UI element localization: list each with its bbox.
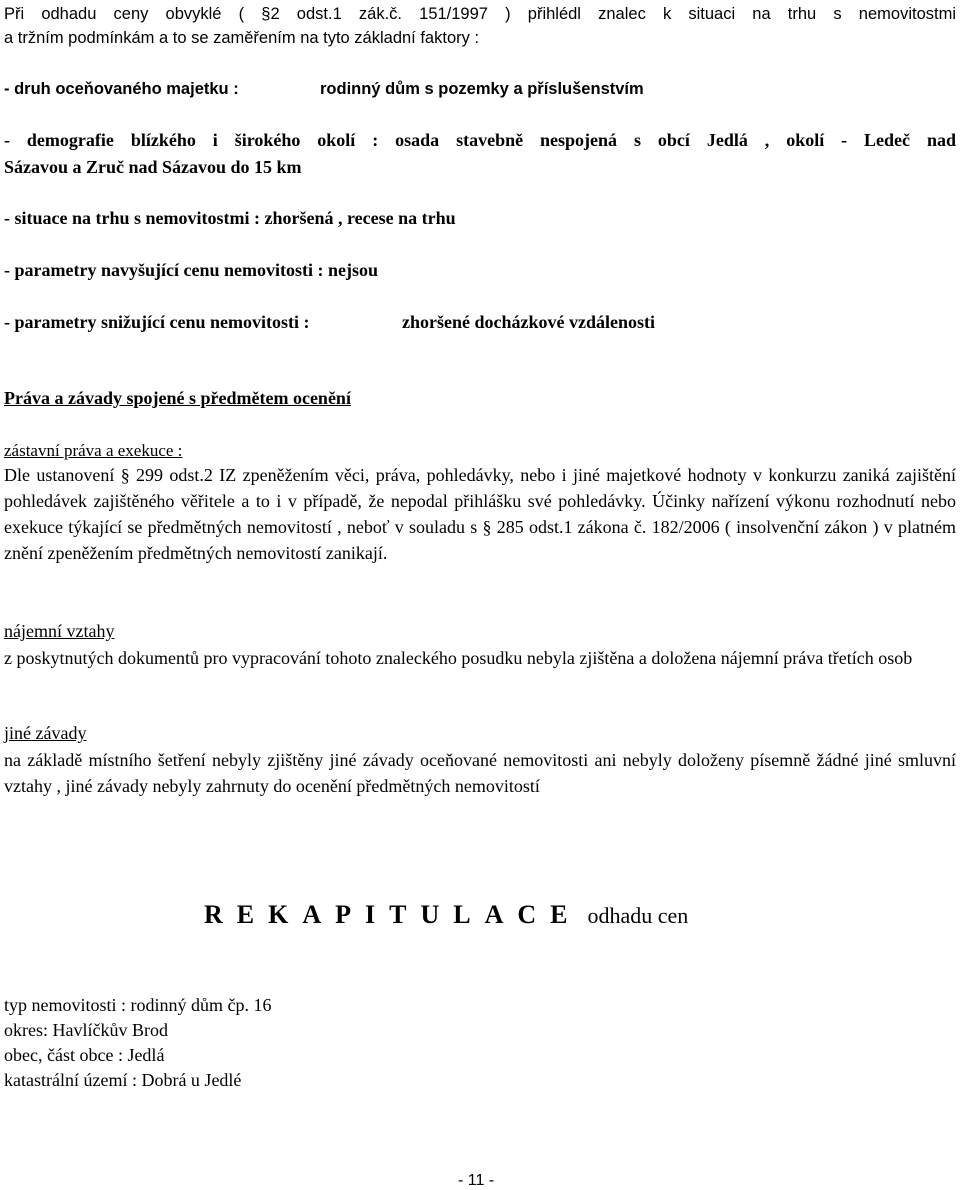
factor-decreasing-params-value: zhoršené docházkové vzdálenosti [402, 312, 655, 332]
factor-demography-line-2: Sázavou a Zruč nad Sázavou do 15 km [4, 157, 302, 177]
recap-subtitle: odhadu cen [587, 903, 689, 928]
factor-increasing-params: - parametry navyšující cenu nemovitosti : nejsou [4, 260, 378, 280]
recap-property-type: typ nemovitosti : rodinný dům čp. 16 [4, 995, 272, 1015]
lease-paragraph: z poskytnutých dokumentů pro vypracování tohoto znaleckého posudku nebyla zjištěna a doložena nájemní práva třetích osob [4, 648, 913, 668]
factor-property-type-value: rodinný dům s pozemky a příslušenstvím [320, 80, 644, 98]
lease-heading: nájemní vztahy [4, 621, 115, 641]
other-defects-paragraph: na základě místního šetření nebyly zjištěny jiné závady oceňované nemovitosti ani nebyly doloženy písemně žádné jiné smluvní vztahy , jiné závady nebyly zahrnuty do ocenění předmětných nemovitostí [4, 750, 956, 796]
factor-market-situation: - situace na trhu s nemovitostmi : zhoršená , recese na trhu [4, 208, 456, 228]
recap-cadastral-area: katastrální území : Dobrá u Jedlé [4, 1070, 242, 1090]
intro-line-1: Při odhadu ceny obvyklé ( §2 odst.1 zák.č. 151/1997 ) přihlédl znalec k situaci na trhu s nemovitostmi [4, 5, 956, 23]
recap-municipality: obec, část obce : Jedlá [4, 1045, 165, 1065]
factor-property-type-label: - druh oceňovaného majetku : [4, 80, 239, 98]
lien-paragraph: Dle ustanovení § 299 odst.2 IZ zpeněžením věci, práva, pohledávky, nebo i jiné majetkové hodnoty v konkurzu zaniká zajištění pohledávek zajištěného věřitele a to i v případě, že nepodal přihlášku své pohledávky. Účinky nařízení výkonu rozhodnutí nebo exekuce týkající se předmětných nemovitostí , neboť v souladu s § 285 odst.1 zákona č. 182/2006 ( insolvenční zákon ) v platném znění zpeněžením předmětných nemovitostí zanikají. [4, 465, 956, 563]
recap-title: REKAPITULACE [204, 900, 582, 929]
section-heading-rights: Práva a závady spojené s předmětem ocenění [4, 388, 351, 408]
intro-line-2: a tržním podmínkám a to se zaměřením na tyto základní faktory : [4, 29, 480, 47]
recap-district: okres: Havlíčkův Brod [4, 1020, 168, 1040]
other-defects-heading: jiné závady [4, 723, 87, 743]
lien-heading: zástavní práva a exekuce : [4, 441, 183, 460]
factor-demography-line-1: - demografie blízkého i širokého okolí : osada stavebně nespojená s obcí Jedlá , okolí - Ledeč nad [4, 130, 956, 150]
factor-decreasing-params-label: - parametry snižující cenu nemovitosti : [4, 312, 310, 332]
page-number: - 11 - [458, 1172, 495, 1189]
recap-heading [204, 900, 688, 930]
